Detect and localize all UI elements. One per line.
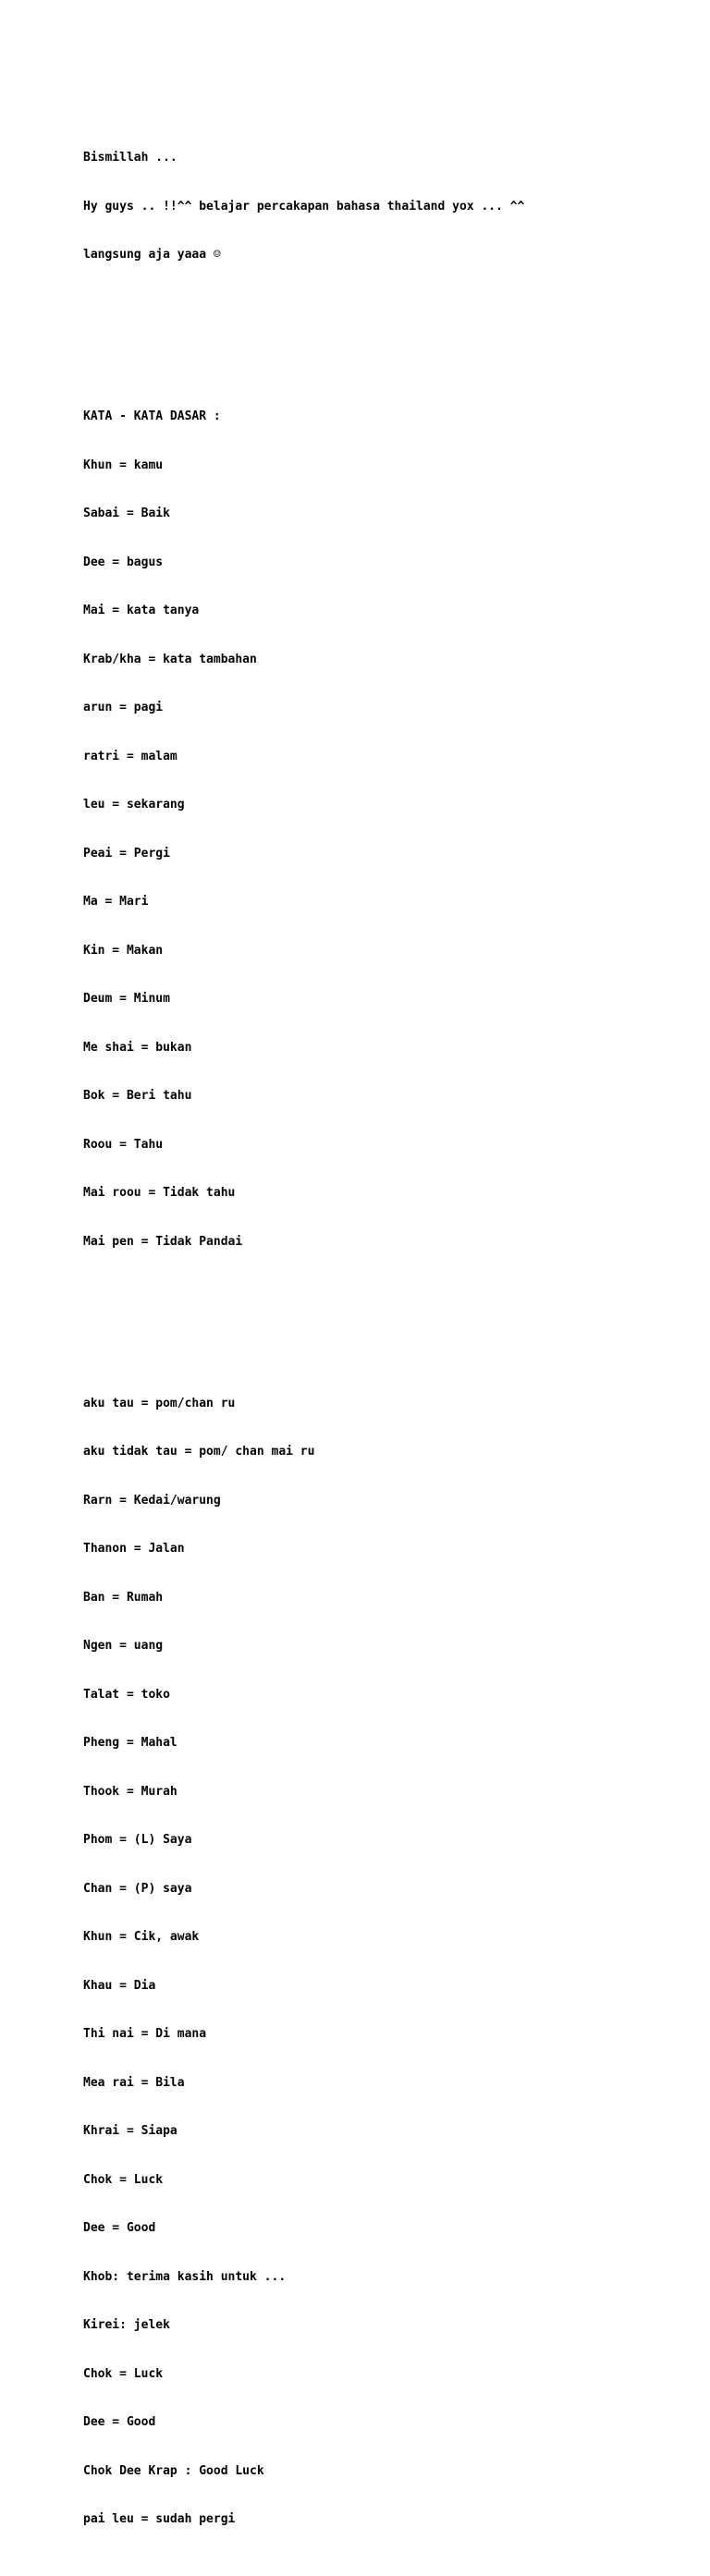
vocab-line: aku tau = pom/chan ru (83, 1396, 236, 1410)
vocab-line: Ban = Rumah (83, 1590, 164, 1605)
vocab-line: Phom = (L) Saya (83, 1833, 192, 1847)
vocab-line: Mea rai = Bila (83, 2075, 185, 2090)
vocab-line: Khun = kamu (83, 458, 164, 472)
vocab-line: pai leu = sudah pergi (83, 2512, 236, 2526)
vocab-line: Dee = Good (83, 2221, 156, 2235)
intro-block (83, 117, 675, 296)
vocab-line: aku tidak tau = pom/ chan mai ru (83, 1445, 315, 1459)
vocab-line: Thook = Murah (83, 1784, 178, 1799)
vocab-line: Chok Dee Krap : Good Luck (83, 2463, 264, 2478)
vocab-line: Kirei: jelek (83, 2318, 170, 2332)
vocab-line: Thanon = Jalan (83, 1542, 185, 1556)
vocab-line: Chok = Luck (83, 2366, 164, 2381)
vocab-line: Peai = Pergi (83, 846, 170, 861)
vocab-line: Ngen = uang (83, 1639, 164, 1653)
vocab-line: arun = pagi (83, 701, 164, 714)
vocab-line: Roou = Tahu (83, 1137, 164, 1152)
vocab-line: Krab/kha = kata tambahan (83, 652, 257, 666)
vocab-line: Mai = kata tanya (83, 604, 200, 617)
vocab-line: Chok = Luck (83, 2172, 164, 2187)
vocab-line: Mai pen = Tidak Pandai (83, 1234, 243, 1249)
vocab-line: Khob: terima kasih untuk ... (83, 2269, 287, 2284)
vocab-line: Mai roou = Tidak tahu (83, 1186, 236, 1200)
vocab-line: Pheng = Mahal (83, 1736, 178, 1750)
vocab-line: Ma = Mari (83, 895, 149, 909)
vocab-section-basic (83, 376, 675, 1282)
vocab-line: Dee = bagus (83, 555, 164, 569)
vocab-line: Sabai = Baik (83, 507, 170, 520)
spacer (83, 1314, 675, 1331)
vocab-line: Khrai = Siapa (83, 2124, 178, 2138)
vocab-line: Bok = Beri tahu (83, 1089, 192, 1103)
vocab-line: Khau = Dia (83, 1978, 156, 1993)
vocab-line: Me shai = bukan (83, 1040, 192, 1055)
spacer (83, 328, 675, 345)
vocab-line: leu = sekarang (83, 798, 185, 812)
vocab-line: Chan = (P) saya (83, 1881, 192, 1896)
vocab-line: Kin = Makan (83, 943, 164, 958)
document-page (83, 85, 675, 2576)
vocab-line: Talat = toko (83, 1687, 170, 1702)
intro-line: langsung aja yaaa ☺ (83, 248, 221, 262)
vocab-line: Deum = Minum (83, 992, 170, 1006)
vocab-line: Thi nai = Di mana (83, 2027, 207, 2041)
vocab-line: Rarn = Kedai/warung (83, 1493, 221, 1508)
greeting-line: Bismillah ... (83, 151, 178, 165)
vocab-line: Dee = Good (83, 2415, 156, 2429)
section-heading: KATA - KATA DASAR : (83, 409, 221, 423)
vocab-line: ratri = malam (83, 749, 178, 763)
vocab-line: Khun = Cik, awak (83, 1930, 200, 1944)
intro-line: Hy guys .. !!^^ belajar percakapan bahasa thailand yox ... ^^ (83, 199, 525, 214)
vocab-section-extra (83, 1363, 675, 2560)
